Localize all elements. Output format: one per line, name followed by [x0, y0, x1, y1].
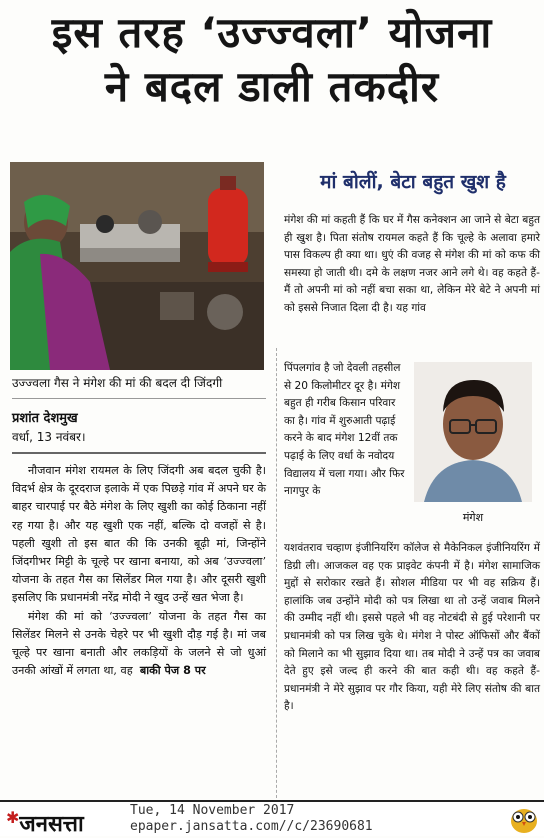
article-left-column	[12, 462, 266, 680]
paragraph: पिंपलगांव है जो देवली तहसील से 20 किलोमीटर दूर है। मंगेश बहुत ही गरीब किसान परिवार का है। गांव में शुरुआती पढ़ाई करने के बाद मंगेश 12वीं तक पढ़ाई के लिए वर्धा के नवोदय विद्यालय में चला गया। और फिर नागपुर के	[284, 362, 405, 498]
headline-line-1: इस तरह ‘उज्ज्वला’ योजना	[51, 8, 493, 57]
headline	[0, 6, 544, 114]
portrait-illustration	[414, 362, 532, 502]
article-right-top	[284, 212, 540, 318]
portrait-caption: मंगेश	[462, 511, 484, 524]
footer	[0, 800, 544, 836]
paragraph	[12, 608, 266, 681]
photo-mangesh	[414, 362, 532, 502]
headline-line-2: ने बदल डाली तकदीर	[104, 62, 440, 111]
continued-link[interactable]: बाकी पेज 8 पर	[139, 664, 206, 678]
paragraph: यशवंतराव चव्हाण इंजीनियरिंग कॉलेज से मैकेनिकल इंजीनियरिंग में डिग्री ली। आजकल वह एक प्राइवेट कंपनी में है। मंगेश सामाजिक मुद्दों से सरोकार रखते हैं। सोशल मीडिया पर भी वह सक्रिय हैं। हालांकि जब उन्होंने मोदी को पत्र लिखा था तो उन्हें जवाब मिलने की उम्मीद नहीं थी। इससे पहले भी वह नोटबंदी से हुई परेशानी पर प्रधानमंत्री को पत्र लिख चुके थे। मंगेश ने पोस्ट ऑफिसों और बैंकों को मिलाने का भी सुझाव दिया था। तब मोदी ने उन्हें पत्र का जवाब देते हुए इसे जल्द ही करने की बात कही थी। वह कहते हैं- प्रधानमंत्री ने मेरे सुझाव पर गौर किया, यही मेरे लिए संतोष की बात है।	[284, 542, 540, 713]
photo-woman-gas-stove	[10, 162, 264, 370]
kitchen-photo-illustration	[10, 162, 264, 370]
owl-icon	[508, 804, 540, 834]
logo-text: जनसत्ता	[19, 812, 84, 837]
paragraph: मंगेश की मां कहती हैं कि घर में गैस कनेक्शन आ जाने से बेटा बहुत ही खुश है। पिता संतोष रायमल कहते हैं कि चूल्हे के अलावा हमारे पास विकल्प ही क्या था। धुएं की वजह से मंगेश की मां को कफ की समस्या हो जाती थी। दमे के लक्षण नजर आने लगे थे। वह कहते हैं- मैं तो अपनी मां को नहीं बचा सका था, लेकिन मेरे बेटे ने अपनी मां को इससे निजात दिला दी है। यह गांव	[284, 214, 540, 314]
divider	[12, 398, 266, 399]
subheading: मां बोलीं, बेटा बहुत खुश है	[320, 171, 506, 193]
byline: प्रशांत देशमुख	[12, 411, 78, 426]
paragraph: नौजवान मंगेश रायमल के लिए जिंदगी अब बदल चुकी है। विदर्भ क्षेत्र के दूरदराज इलाके में एक पिछड़े गांव में अपने घर के बाहर चारपाई पर बैठे मंगेश के लिए खुशी का कोई ठिकाना नहीं रह गया है। और यह खुशी एक नहीं, बल्कि दो वजहों से है। पहली खुशी तो इस बात की कि उनकी बूढ़ी मां, जिन्होंने जिंदगीभर मिट्टी के चूल्हे पर खाना बनाया, को अब ‘उज्ज्वला’ योजना के तहत गैस का सिलेंडर मिल गया है। और दूसरी खुशी इसलिए कि प्रधानमंत्री नरेंद्र मोदी ने खुद उन्हें खत भेजा है।	[12, 464, 266, 605]
article-right-middle	[284, 360, 408, 501]
photo-caption: उज्ज्वला गैस ने मंगेश की मां की बदल दी जिंदगी	[12, 376, 223, 390]
article-right-bottom	[284, 540, 540, 716]
edition-date: Tue, 14 November 2017	[130, 803, 295, 818]
divider	[12, 452, 266, 454]
paragraph-text: मंगेश की मां को ‘उज्ज्वला’ योजना के तहत गैस का सिलेंडर मिलने से उनके चेहरे पर भी खुशी दौड़ गई है। मां जब चूल्हे पर खाना बनाती और लकड़ियों के जलने से जो धुआं उनकी आंखों में लगता था, वह	[12, 609, 266, 678]
epaper-url[interactable]: epaper.jansatta.com//c/23690681	[130, 819, 373, 834]
column-divider	[276, 348, 277, 808]
star-icon: ✱	[6, 808, 20, 827]
dateline: वर्धा, 13 नवंबर।	[12, 430, 86, 444]
